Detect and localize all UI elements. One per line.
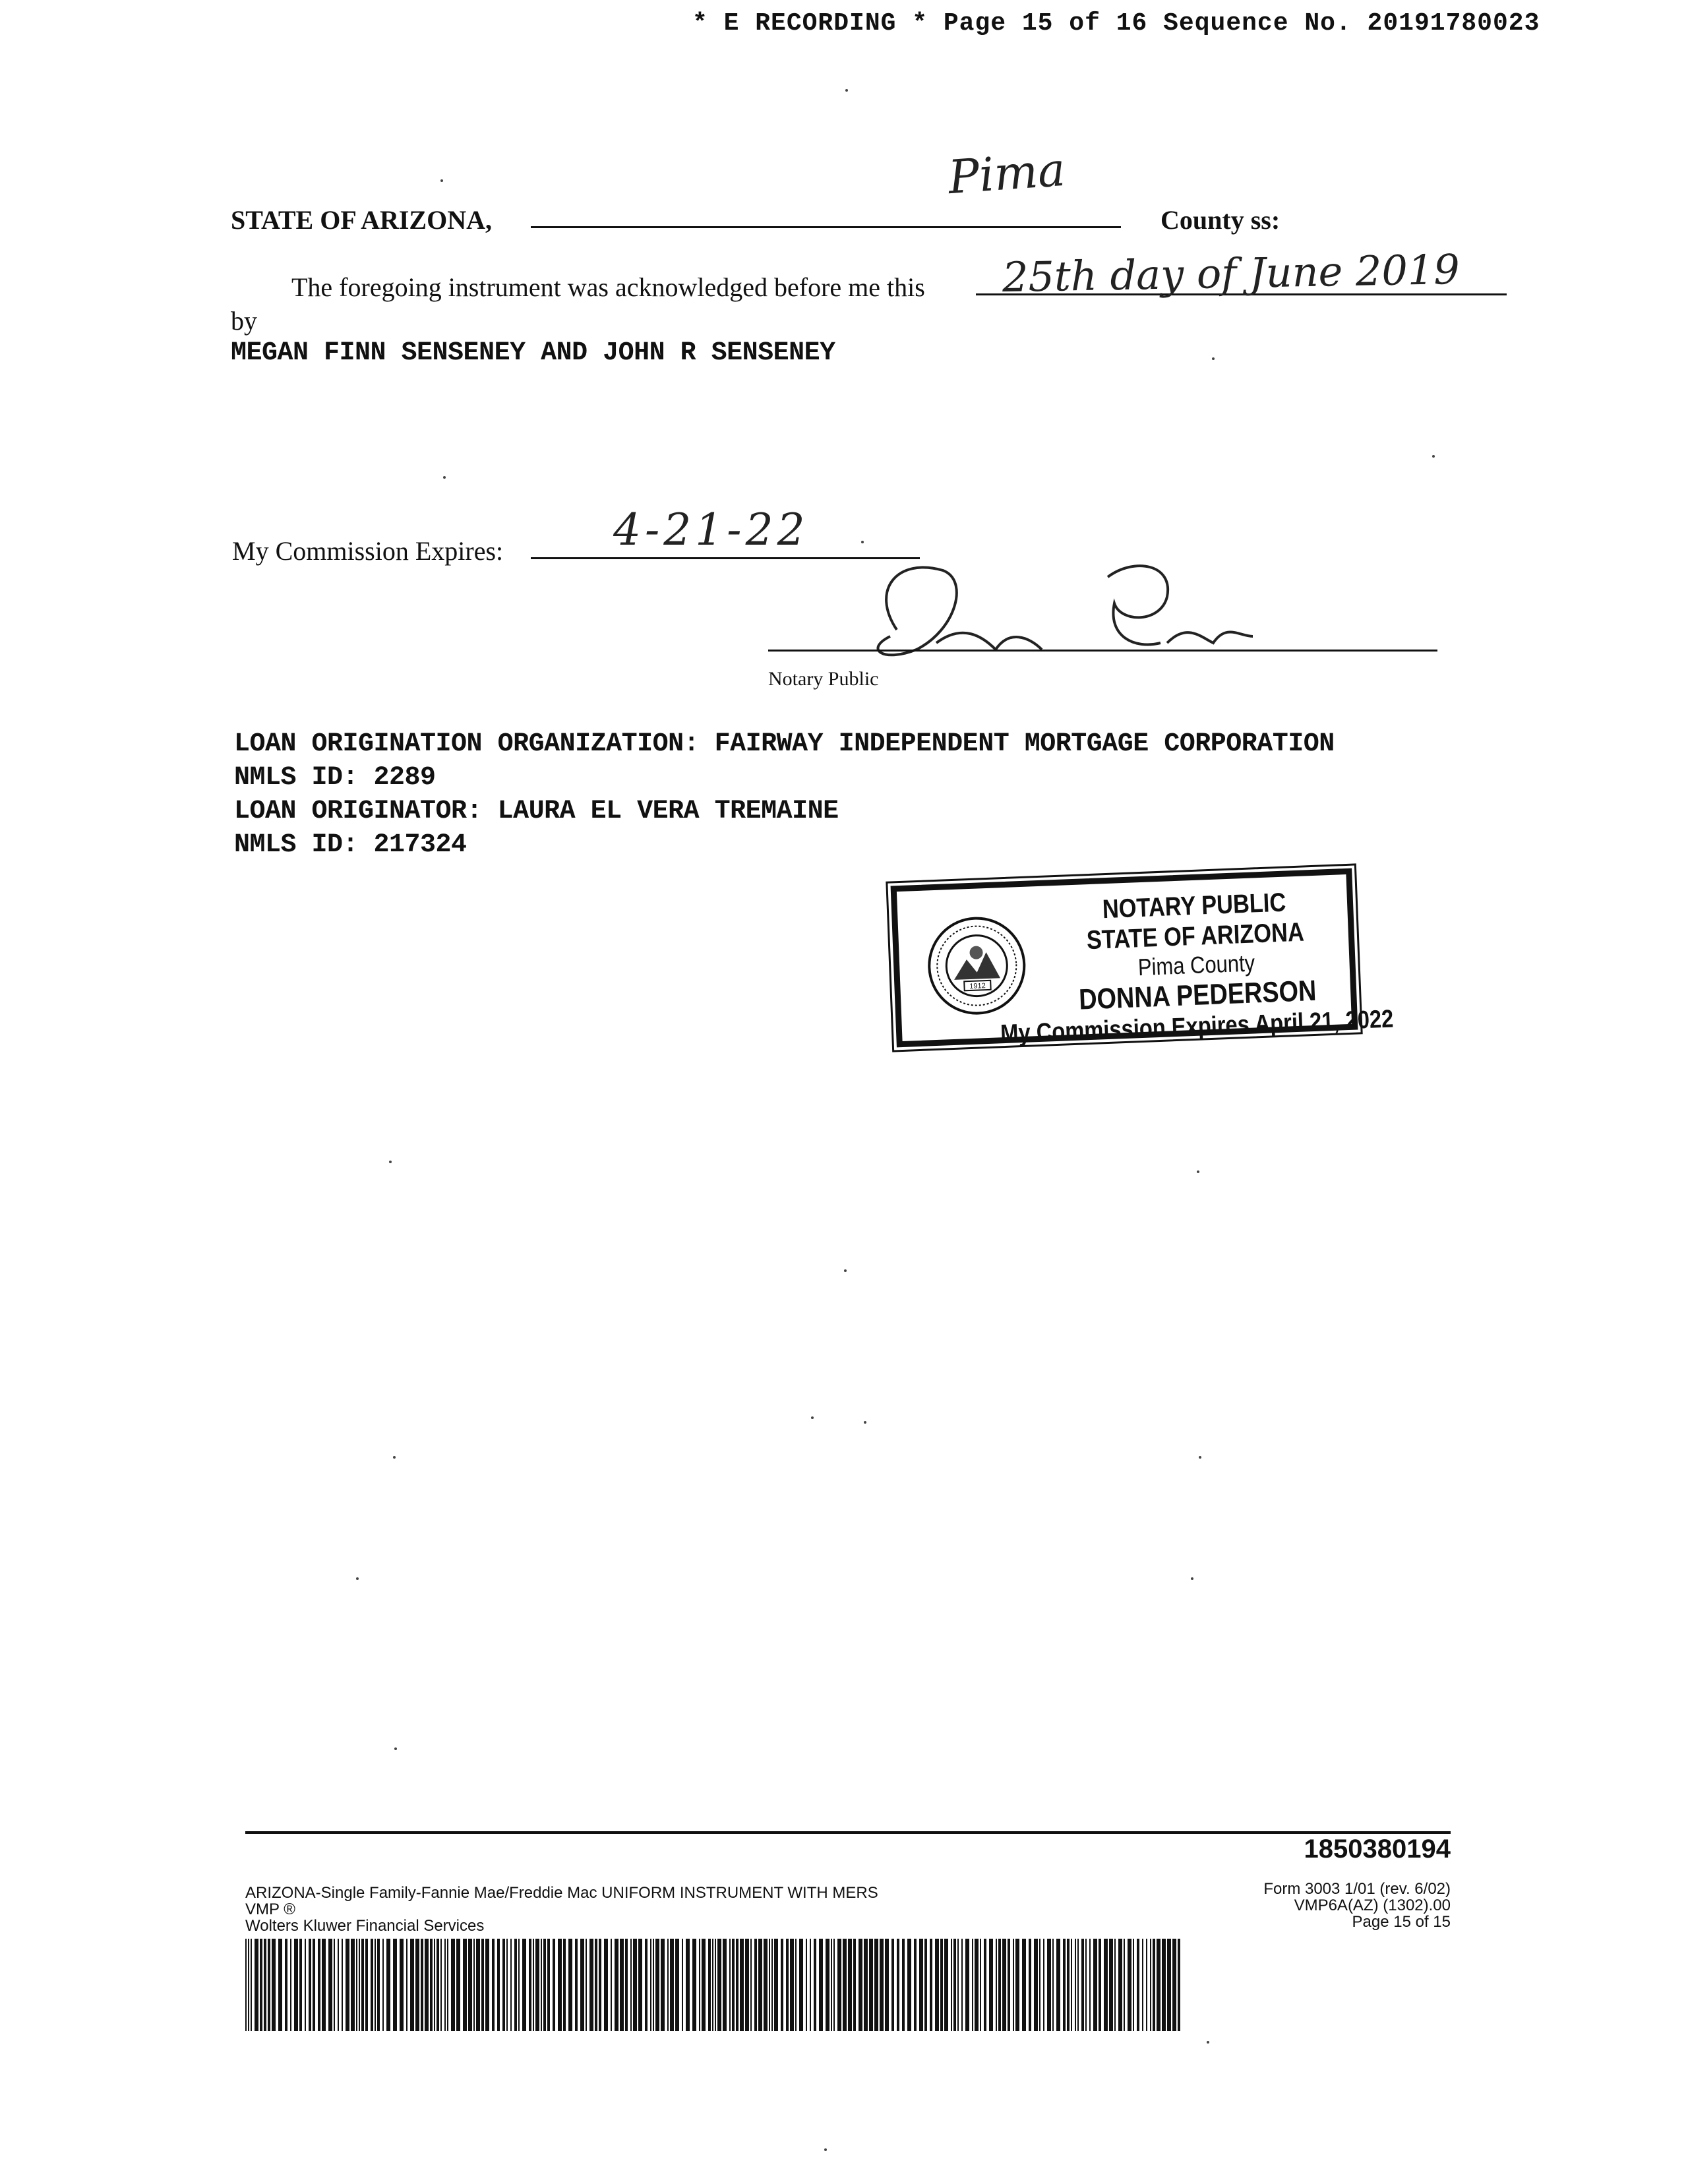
barcode-bar [522, 1939, 526, 2031]
barcode-bar [245, 1939, 247, 2031]
barcode-bar [736, 1939, 738, 2031]
barcode-bar [880, 1939, 884, 2031]
barcode-bar [745, 1939, 749, 2031]
notary-public-label: Notary Public [768, 668, 879, 690]
barcode-bar [914, 1939, 917, 2031]
barcode-bar [806, 1939, 807, 2031]
barcode-bar [650, 1939, 651, 2031]
barcode-bar [692, 1939, 696, 2031]
footer-form-info [245, 1885, 878, 1934]
barcode-bar [891, 1939, 894, 2031]
barcode-bar [769, 1939, 770, 2031]
barcode-bar [965, 1939, 969, 2031]
barcode-bar [463, 1939, 467, 2031]
seal-year: 1912 [969, 982, 986, 991]
barcode-bar [1128, 1939, 1131, 2031]
notary-signature-scribble [857, 551, 1279, 669]
publisher: Wolters Kluwer Financial Services [245, 1917, 485, 1935]
barcode-bar [410, 1939, 414, 2031]
barcode-bar [1142, 1939, 1143, 2031]
barcode-bar [589, 1939, 593, 2031]
barcode-bar [481, 1939, 484, 2031]
barcode-bar [290, 1939, 291, 2031]
barcode-bar [356, 1939, 357, 2031]
barcode-bar [351, 1939, 355, 2031]
stamp-expiry: My Commission Expires April 21, 2022 [1000, 1005, 1395, 1048]
barcode-bar [541, 1939, 542, 2031]
barcode-bar [848, 1939, 852, 2031]
barcode-bar [1178, 1939, 1180, 2031]
form-title: ARIZONA-Single Family-Fannie Mae/Freddie Mac UNIFORM INSTRUMENT WITH MERS [245, 1884, 878, 1902]
barcode-bar [497, 1939, 500, 2031]
form-code: VMP6A(AZ) (1302).00 [1294, 1896, 1451, 1914]
barcode-bar [510, 1939, 512, 2031]
barcode-bar [264, 1939, 266, 2031]
barcode-bar [334, 1939, 335, 2031]
arizona-seal-icon [925, 915, 1028, 1017]
barcode-bar [558, 1939, 562, 2031]
barcode-bar [309, 1939, 311, 2031]
loan-org-nmls-line: NMLS ID: 2289 [234, 763, 436, 793]
barcode-bar [553, 1939, 555, 2031]
barcode-bar [961, 1939, 963, 2031]
barcode-bar [415, 1939, 419, 2031]
barcode-bar [708, 1939, 711, 2031]
barcode-bar [430, 1939, 433, 2031]
barcode-bar [1052, 1939, 1054, 2031]
commission-handwritten: 4-21-22 [613, 504, 809, 555]
barcode-bar [346, 1939, 349, 2031]
barcode-bar [919, 1939, 923, 2031]
barcode-bar [492, 1939, 495, 2031]
barcode-bar [406, 1939, 407, 2031]
barcode-bar [729, 1939, 731, 2031]
barcode-bar [1089, 1939, 1091, 2031]
stamp-state: STATE OF ARIZONA [1086, 917, 1305, 956]
barcode-bar [502, 1939, 505, 2031]
loan-info-block [234, 727, 1335, 862]
barcode-bar [980, 1939, 981, 2031]
barcode-bar [1081, 1939, 1084, 2031]
barcode-bar [365, 1939, 368, 2031]
barcode-bar [758, 1939, 762, 2031]
loan-org-line: LOAN ORIGINATION ORGANIZATION: FAIRWAY INDEPENDENT MORTGAGE CORPORATION [234, 729, 1335, 759]
barcode-bar [1071, 1939, 1072, 2031]
barcode-bar [1109, 1939, 1113, 2031]
barcode-bar [1047, 1939, 1051, 2031]
barcode-bar [633, 1939, 637, 2031]
barcode-bar [715, 1939, 716, 2031]
stamp-title: NOTARY PUBLIC [1102, 888, 1287, 925]
barcode-bar [444, 1939, 446, 2031]
barcode-bar [260, 1939, 262, 2031]
signer-names: MEGAN FINN SENSENEY AND JOHN R SENSENEY [231, 338, 835, 368]
barcode-bar [686, 1939, 690, 2031]
barcode-bar [864, 1939, 868, 2031]
barcode-bar [285, 1939, 287, 2031]
barcode-bar [328, 1939, 332, 2031]
barcode-bar [272, 1939, 276, 2031]
barcode-bar [434, 1939, 435, 2031]
barcode-bar [563, 1939, 566, 2031]
barcode-bar [1099, 1939, 1101, 2031]
barcode-bar [473, 1939, 475, 2031]
recording-header: * E RECORDING * Page 15 of 16 Sequence No. 20191780023 [692, 9, 1540, 38]
barcode-bar [1150, 1939, 1151, 2031]
barcode-bar [814, 1939, 816, 2031]
barcode-bar [661, 1939, 665, 2031]
barcode-bar [869, 1939, 873, 2031]
signature-handwritten [1019, 603, 1023, 604]
barcode-bar [599, 1939, 601, 2031]
barcode-bar [604, 1939, 608, 2031]
barcode-bar [1085, 1939, 1087, 2031]
barcode-bar [377, 1939, 380, 2031]
barcode-bar [655, 1939, 659, 2031]
barcode-bar [533, 1939, 534, 2031]
barcode-bar [514, 1939, 517, 2031]
barcode-bar [447, 1939, 448, 2031]
barcode-bar [1043, 1939, 1044, 2031]
barcode-bar [699, 1939, 700, 2031]
barcode-bar [359, 1939, 360, 2031]
barcode-bar [421, 1939, 423, 2031]
barcode-bar [595, 1939, 597, 2031]
barcode-bar [342, 1939, 343, 2031]
barcode-bar [935, 1939, 939, 2031]
barcode-bar [984, 1939, 986, 2031]
barcode-bar [996, 1939, 997, 2031]
barcode-bar [506, 1939, 508, 2031]
barcode-bar [1162, 1939, 1166, 2031]
foregoing-text: The foregoing instrument was acknowledged before me this [291, 272, 925, 302]
barcode-bar [833, 1939, 835, 2031]
barcode-bar [1172, 1939, 1176, 2031]
barcode-bar [1034, 1939, 1038, 2031]
barcode-bar [529, 1939, 531, 2031]
barcode-bar [810, 1939, 811, 2031]
barcode-bar [1137, 1939, 1139, 2031]
barcode-bar [313, 1939, 315, 2031]
barcode-bar [476, 1939, 480, 2031]
signature-underline [768, 650, 1437, 652]
barcode-bar [1093, 1939, 1097, 2031]
barcode-bar [1153, 1939, 1155, 2031]
county-label: County ss: [1160, 205, 1281, 235]
barcode-bar [318, 1939, 320, 2031]
barcode-bar [732, 1939, 735, 2031]
barcode-bar [764, 1939, 768, 2031]
state-label: STATE OF ARIZONA, [231, 205, 492, 235]
barcode-bar [837, 1939, 841, 2031]
barcode-bar [1133, 1939, 1134, 2031]
barcode-bar [322, 1939, 326, 2031]
barcode-bar [1039, 1939, 1040, 2031]
barcode-bar [723, 1939, 727, 2031]
barcode-bar [944, 1939, 948, 2031]
barcode-bar [975, 1939, 979, 2031]
date-handwritten: 25th day of June 2019 [1002, 245, 1461, 302]
stamp-name: DONNA PEDERSON [1078, 974, 1317, 1016]
barcode-bar [795, 1939, 797, 2031]
barcode-bar [675, 1939, 679, 2031]
barcode-bar [268, 1939, 270, 2031]
barcode-bar [1124, 1939, 1125, 2031]
barcode-bar [951, 1939, 952, 2031]
barcode-bar [580, 1939, 584, 2031]
barcode-bar [1013, 1939, 1014, 2031]
barcode-bar [989, 1939, 993, 2031]
barcode-bar [393, 1939, 397, 2031]
barcode-bar [1118, 1939, 1122, 2031]
barcode-bar [440, 1939, 442, 2031]
barcode-bar [1063, 1939, 1066, 2031]
barcode-bar [853, 1939, 856, 2031]
barcode-bar [667, 1939, 669, 2031]
loan-originator-line: LOAN ORIGINATOR: LAURA EL VERA TREMAINE [234, 797, 839, 826]
barcode-bar [586, 1939, 587, 2031]
barcode-bar [771, 1939, 773, 2031]
barcode-bar [740, 1939, 744, 2031]
barcode-bar [924, 1939, 927, 2031]
loan-originator-nmls-line: NMLS ID: 217324 [234, 830, 467, 860]
barcode-bar [611, 1939, 612, 2031]
barcode-bar [670, 1939, 674, 2031]
barcode-bar [425, 1939, 429, 2031]
stamp-county: Pima County [1137, 949, 1255, 981]
barcode-bar [750, 1939, 752, 2031]
barcode-bar [278, 1939, 282, 2031]
barcode-bar [972, 1939, 973, 2031]
barcode-bar [630, 1939, 632, 2031]
barcode-bar [653, 1939, 654, 2031]
barcode-bar [1029, 1939, 1031, 2031]
barcode-bar [953, 1939, 956, 2031]
barcode-bar [1002, 1939, 1006, 2031]
barcode-bar [1114, 1939, 1116, 2031]
barcode-bar [790, 1939, 794, 2031]
barcode-bar [400, 1939, 404, 2031]
barcode-bar [1146, 1939, 1147, 2031]
vmp-label: VMP ® [245, 1900, 295, 1918]
barcode-bar [1022, 1939, 1026, 2031]
barcode-bar [843, 1939, 847, 2031]
barcode-bar [874, 1939, 878, 2031]
commission-label: My Commission Expires: [232, 536, 504, 566]
barcode-bar [897, 1939, 899, 2031]
barcode-bar [382, 1939, 384, 2031]
barcode-bar [702, 1939, 706, 2031]
barcode-bar [361, 1939, 364, 2031]
barcode-bar [468, 1939, 472, 2031]
barcode-bar [535, 1939, 539, 2031]
barcode-bar [625, 1939, 628, 2031]
barcode-bar [819, 1939, 823, 2031]
form-number: Form 3003 1/01 (rev. 6/02) [1263, 1880, 1451, 1898]
barcode-bar [518, 1939, 520, 2031]
barcode-bar [754, 1939, 757, 2031]
barcode-bar [1167, 1939, 1171, 2031]
barcode-bar [1015, 1939, 1019, 2031]
barcode-bar [859, 1939, 862, 2031]
barcode-bar [338, 1939, 339, 2031]
barcode-bar [299, 1939, 302, 2031]
by-label: by [231, 306, 257, 336]
barcode-bar [786, 1939, 789, 2031]
barcode-bar [902, 1939, 905, 2031]
barcode-bar [1075, 1939, 1076, 2031]
notary-stamp [891, 868, 1395, 1048]
barcode-bar [437, 1939, 439, 2031]
barcode-bar [485, 1939, 489, 2031]
barcode-bar [930, 1939, 932, 2031]
barcode-bar [826, 1939, 829, 2031]
barcode-bar [456, 1939, 460, 2031]
barcode-bar [620, 1939, 624, 2031]
barcode-bar [371, 1939, 373, 2031]
barcode-bar [568, 1939, 572, 2031]
barcode-bar [305, 1939, 306, 2031]
barcode-bar [543, 1939, 546, 2031]
barcode-bar [712, 1939, 713, 2031]
barcode [245, 1939, 1180, 2031]
barcode-bar [547, 1939, 550, 2031]
barcode-bar [375, 1939, 376, 2031]
barcode-bar [1157, 1939, 1160, 2031]
barcode-bar [386, 1939, 390, 2031]
barcode-bar [294, 1939, 298, 2031]
barcode-bar [774, 1939, 778, 2031]
barcode-bar [1008, 1939, 1010, 2031]
barcode-bar [907, 1939, 911, 2031]
barcode-bar [251, 1939, 252, 2031]
barcode-bar [645, 1939, 648, 2031]
barcode-bar [255, 1939, 258, 2031]
barcode-bar [940, 1939, 943, 2031]
footer-form-codes [1263, 1881, 1451, 1930]
barcode-bar [799, 1939, 803, 2031]
footer-rule [245, 1831, 1451, 1834]
county-handwritten: Pima [946, 142, 1068, 205]
barcode-bar [831, 1939, 832, 2031]
barcode-bar [957, 1939, 959, 2031]
barcode-bar [248, 1939, 249, 2031]
page-info: Page 15 of 15 [1352, 1913, 1451, 1931]
barcode-bar [1077, 1939, 1079, 2031]
barcode-bar [1104, 1939, 1108, 2031]
barcode-bar [451, 1939, 455, 2031]
barcode-bar [998, 1939, 1001, 2031]
barcode-bar [717, 1939, 721, 2031]
barcode-bar [638, 1939, 642, 2031]
barcode-bar [615, 1939, 618, 2031]
county-underline [531, 226, 1121, 228]
barcode-bar [1067, 1939, 1070, 2031]
barcode-bar [682, 1939, 683, 2031]
barcode-bar [885, 1939, 889, 2031]
barcode-bar [781, 1939, 783, 2031]
barcode-bar [1056, 1939, 1060, 2031]
barcode-bar [575, 1939, 578, 2031]
loan-number: 1850380194 [1304, 1835, 1451, 1864]
